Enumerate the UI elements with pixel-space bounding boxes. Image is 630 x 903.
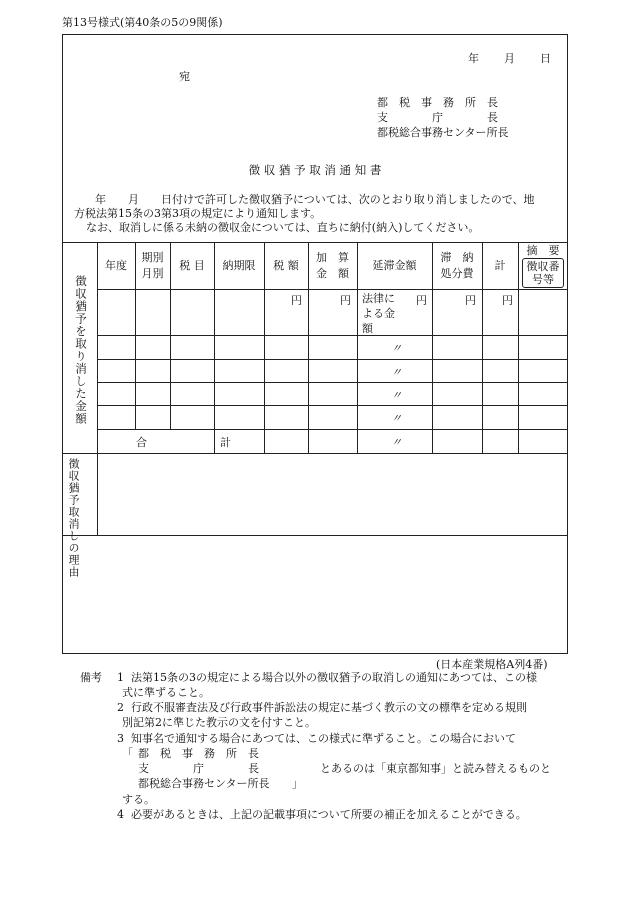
header-nokigen: 納期限 (222, 259, 256, 272)
ditto-mark: 〃 (391, 412, 402, 425)
note-2-line-1: 行政不服審査法及び行政事件訴訟法の規定に基づく教示の文の標準を定める規則 (131, 701, 527, 714)
table-col-line (482, 242, 483, 453)
note-3-line-2: 都 税 事 務 所 長 (138, 747, 259, 760)
note-3-line-4: 都税総合事務センター所長 (138, 777, 270, 790)
table-col-line (97, 242, 98, 453)
yen-zeigaku: 円 (291, 294, 302, 307)
header-taino-2: 処分費 (440, 267, 474, 280)
table-row-line (97, 405, 568, 406)
header-taino-1: 滞 納 (440, 251, 474, 264)
note-3-line-3: 支 庁 長 (138, 762, 259, 775)
table-bottom-line (62, 453, 568, 454)
ditto-mark: 〃 (391, 342, 402, 355)
header-tekiyo-3: 号等 (532, 273, 554, 286)
entai-note-line-2: よる金 (362, 307, 395, 320)
side-label: 徴収猶予を取り消した金額 (74, 275, 88, 425)
body-line-3: なお、取消しに係る未納の徴収金については、直ちに納付(納入)してください。 (86, 221, 480, 234)
entai-note-line-1: 法律に (362, 292, 395, 305)
note-2-num: 2 (117, 701, 124, 714)
standard-note: (日本産業規格A列4番) (436, 658, 548, 671)
header-kei: 計 (494, 259, 506, 272)
header-tekiyo-2: 徴収番 (526, 260, 560, 273)
notes-label: 備考 (80, 671, 102, 684)
reason-col-line (97, 453, 98, 535)
note-2-line-2: 別記第2に準じた教示の文を付すこと。 (122, 716, 316, 729)
table-top-line (62, 242, 568, 243)
entai-note (362, 291, 395, 336)
date-year: 年 (468, 52, 479, 65)
yen-kei: 円 (502, 294, 513, 307)
header-nendo: 年度 (105, 259, 127, 272)
header-tekiyo-1: 摘 要 (526, 244, 560, 257)
header-kibetsu-2: 月別 (141, 267, 164, 280)
reason-label: 徴収猶予取消しの理由 (67, 458, 80, 578)
note-3-quote-close: 」 (292, 777, 303, 790)
ditto-mark: 〃 (391, 366, 402, 379)
header-zeimoku: 税 目 (179, 259, 205, 272)
issuer-line-3: 都税総合事務センター所長 (377, 126, 509, 139)
table-col-line (264, 242, 265, 453)
header-entai: 延滞金額 (372, 259, 417, 272)
header-tekiyo-box (522, 258, 564, 288)
entai-note-line-3: 額 (362, 322, 373, 335)
document-title: 徴 収 猶 予 取 消 通 知 書 (248, 163, 382, 177)
header-zeigaku: 税 額 (273, 259, 299, 272)
yen-taino: 円 (465, 294, 476, 307)
body-line-2: 方税法第15条の3第3項の規定により通知します。 (74, 207, 322, 220)
yen-entai: 円 (416, 294, 427, 307)
header-kasan-1: 加 算 (316, 251, 349, 264)
form-id: 第13号様式(第40条の5の9関係) (62, 16, 223, 29)
note-3-line-3b: とあるのは「東京都知事」と読み替えるものと (320, 762, 551, 775)
table-col-line (214, 242, 215, 453)
note-1-line-2: 式に準ずること。 (122, 686, 210, 699)
issuer-block (377, 95, 509, 140)
date-month: 月 (504, 52, 515, 65)
total-label-b: 計 (220, 436, 231, 449)
table-header-bottom-line (97, 289, 568, 290)
total-label-a: 合 (136, 436, 147, 449)
table-row-line (97, 335, 568, 336)
header-kibetsu-1: 期別 (141, 251, 164, 264)
table-row-line (97, 382, 568, 383)
reason-bottom-line (62, 535, 568, 536)
header-kasan-2: 金 額 (316, 267, 349, 280)
yen-kasan: 円 (340, 294, 351, 307)
issuer-line-2: 支 庁 長 (377, 111, 498, 124)
body-line-1: 年 月 日付けで許可した徴収猶予については、次のとおり取り消しましたので、地 (95, 193, 535, 206)
table-col-line (518, 242, 519, 453)
table-col-line (357, 242, 358, 453)
note-1-num: 1 (117, 671, 124, 684)
date-day: 日 (540, 52, 551, 65)
ditto-mark: 〃 (391, 389, 402, 402)
table-row-line (97, 429, 568, 430)
table-row-line (97, 359, 568, 360)
ditto-mark: 〃 (391, 436, 402, 449)
note-3-line-5: する。 (122, 793, 155, 806)
note-3-quote-open: 「 (122, 747, 133, 760)
note-3-num: 3 (117, 732, 124, 745)
addressee-suffix: 宛 (179, 70, 190, 83)
note-3-line-1: 知事名で通知する場合にあつては、この様式に準ずること。この場合において (131, 732, 516, 745)
issuer-line-1: 都 税 事 務 所 長 (377, 96, 498, 109)
note-4-line-1: 必要があるときは、上記の記載事項について所要の補正を加えることができる。 (131, 808, 527, 821)
note-4-num: 4 (117, 808, 124, 821)
note-1-line-1: 法第15条の3の規定による場合以外の徴収猶予の取消しの通知にあつては、この様 (131, 671, 537, 684)
